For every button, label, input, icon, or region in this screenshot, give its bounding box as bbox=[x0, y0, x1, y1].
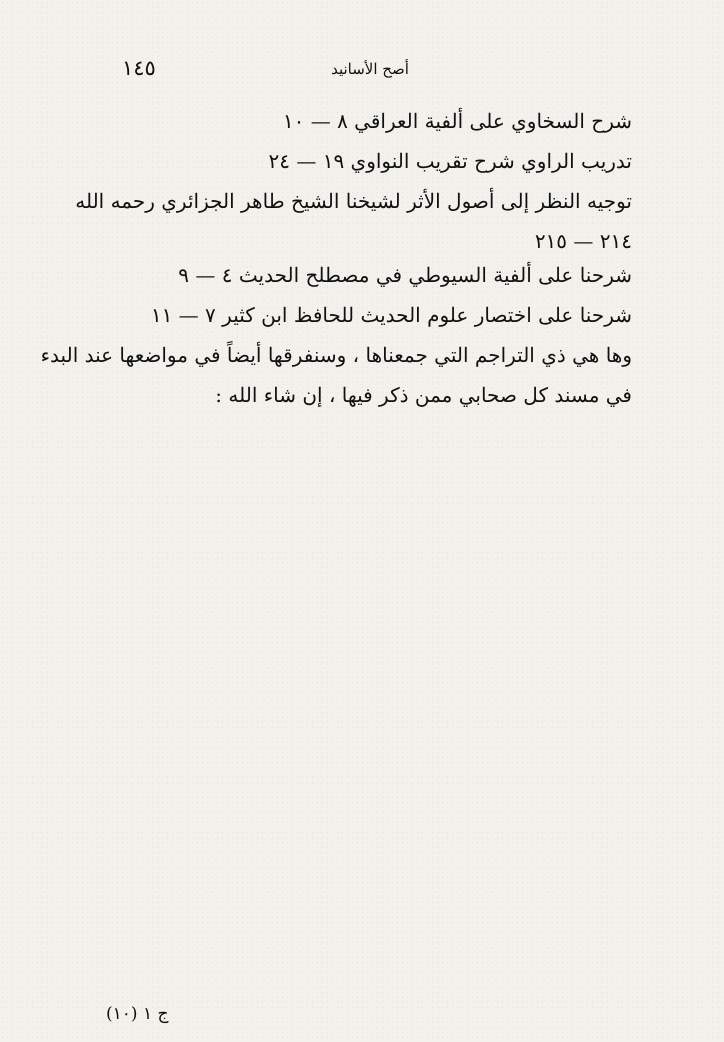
reference-line-3-continuation: ٢١٤ — ٢١٥ bbox=[534, 229, 632, 253]
paragraph-line-1: وها هي ذي التراجم التي جمعناها ، وسنفرقها أيضاً في مواضعها عند البدء bbox=[40, 343, 632, 367]
reference-line-3: توجيه النظر إلى أصول الأثر لشيخنا الشيخ طاهر الجزائري رحمه الله bbox=[75, 189, 632, 213]
reference-line-5: شرحنا على اختصار علوم الحديث للحافظ ابن كثير ٧ — ١١ bbox=[150, 303, 632, 327]
reference-line-2: تدريب الراوي شرح تقريب النواوي ١٩ — ٢٤ bbox=[268, 149, 632, 173]
paragraph-line-2: في مسند كل صحابي ممن ذكر فيها ، إن شاء الله : bbox=[215, 383, 632, 407]
printer-signature-mark: ج ١ (١٠) bbox=[106, 1004, 169, 1024]
reference-line-4: شرحنا على ألفية السيوطي في مصطلح الحديث ٤ — ٩ bbox=[178, 263, 632, 287]
running-title: أصح الأسانيد bbox=[331, 60, 409, 78]
reference-line-1: شرح السخاوي على ألفية العراقي ٨ — ١٠ bbox=[282, 109, 632, 133]
page-number: ١٤٥ bbox=[122, 56, 156, 80]
